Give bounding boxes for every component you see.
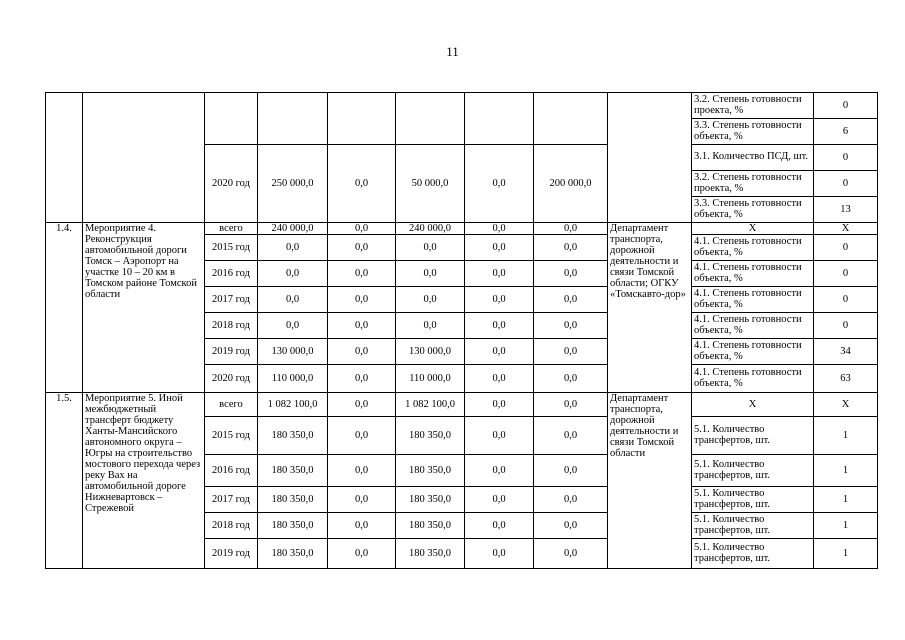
indicator-cell: 3.2. Степень готовности проекта, %	[692, 171, 814, 197]
indicator-cell: 4.1. Степень готовности объекта, %	[692, 235, 814, 261]
year-cell: 2016 год	[205, 455, 258, 487]
year-cell: 2017 год	[205, 487, 258, 513]
value-cell: 0	[814, 313, 878, 339]
executor-cell: Департамент транспорта, дорожной деятельности и связи Томской области	[608, 393, 692, 569]
indicator-cell: 4.1. Степень готовности объекта, %	[692, 287, 814, 313]
table-row: 1.5. Мероприятие 5. Иной межбюджетный трансферт бюджету Ханты-Мансийского автономного округа – Югры на строительство мостового перехода через реку Вах на автомобильной дороге Нижневартовск – Стрежевой всего 1 082 100,0 0,0 1 082 100,0 0,0 0,0 Департамент транспорта, дорожной деятельности и связи Томской области X X	[46, 393, 878, 417]
indicator-cell: 5.1. Количество трансфертов, шт.	[692, 487, 814, 513]
indicator-cell: 3.3. Степень готовности объекта, %	[692, 119, 814, 145]
value-cell: 6	[814, 119, 878, 145]
program-table	[45, 92, 878, 569]
value-cell: 1	[814, 513, 878, 539]
section-number: 1.4.	[46, 223, 83, 393]
table-row: 2016 год 180 350,0 0,0 180 350,0 0,0 0,0 5.1. Количество трансфертов, шт. 1	[46, 455, 878, 487]
total-cell: 180 350,0	[258, 455, 328, 487]
section-title: Мероприятие 4. Реконструкция автомобильной дороги Томск – Аэропорт на участке 10 – 20 км в Томском районе Томской области	[83, 223, 205, 393]
total-cell: 250 000,0	[258, 145, 328, 223]
executor-cell: Департамент транспорта, дорожной деятельности и связи Томской области; ОГКУ «Томскавто-дор»	[608, 223, 692, 393]
year-cell: 2017 год	[205, 287, 258, 313]
total-cell: 130 000,0	[258, 339, 328, 365]
value-cell: 34	[814, 339, 878, 365]
total-cell: 240 000,0	[258, 223, 328, 235]
value-cell: 0	[814, 287, 878, 313]
table-row	[46, 93, 878, 119]
section-number: 1.5.	[46, 393, 83, 569]
total-cell: 180 350,0	[258, 417, 328, 455]
year-cell: 2018 год	[205, 313, 258, 339]
total-cell: 0,0	[258, 287, 328, 313]
value-cell: X	[814, 223, 878, 235]
total-cell: 180 350,0	[258, 513, 328, 539]
total-cell: 0,0	[258, 261, 328, 287]
table-body	[46, 93, 878, 569]
cont-year-cell	[205, 93, 258, 145]
year-cell: 2015 год	[205, 417, 258, 455]
total-cell: 1 082 100,0	[258, 393, 328, 417]
indicator-cell: 5.1. Количество трансфертов, шт.	[692, 455, 814, 487]
indicator-cell: 3.2. Степень готовности проекта, %	[692, 93, 814, 119]
indicator-cell: 3.3. Степень готовности объекта, %	[692, 197, 814, 223]
year-cell: 2019 год	[205, 539, 258, 569]
year-cell: 2016 год	[205, 261, 258, 287]
table-row: 2020 год 110 000,0 0,0 110 000,0 0,0 0,0 4.1. Степень готовности объекта, % 63	[46, 365, 878, 393]
total-cell: 180 350,0	[258, 539, 328, 569]
table-row: 1.4. Мероприятие 4. Реконструкция автомобильной дороги Томск – Аэропорт на участке 10 – 20 км в Томском районе Томской области всего 240 000,0 0,0 240 000,0 0,0 0,0 Департамент транспорта, дорожной деятельности и связи Томской области; ОГКУ «Томскавто-дор» X X	[46, 223, 878, 235]
table-row: 2015 год 180 350,0 0,0 180 350,0 0,0 0,0 5.1. Количество трансфертов, шт. 1	[46, 417, 878, 455]
table-row: 2015 год 0,0 0,0 0,0 0,0 0,0 4.1. Степень готовности объекта, % 0	[46, 235, 878, 261]
value-cell: 1	[814, 455, 878, 487]
indicator-cell: 5.1. Количество трансфертов, шт.	[692, 539, 814, 569]
value-cell: 0	[814, 145, 878, 171]
year-cell: 2015 год	[205, 235, 258, 261]
indicator-cell: 5.1. Количество трансфертов, шт.	[692, 417, 814, 455]
table-row: 2018 год 0,0 0,0 0,0 0,0 0,0 4.1. Степень готовности объекта, % 0	[46, 313, 878, 339]
year-cell: 2018 год	[205, 513, 258, 539]
table-row: 2020 год 250 000,0 0,0 50 000,0 0,0 200 000,0 3.1. Количество ПСД, шт. 0	[46, 145, 878, 171]
value-cell: 1	[814, 539, 878, 569]
value-cell: 1	[814, 417, 878, 455]
table-row: 2016 год 0,0 0,0 0,0 0,0 0,0 4.1. Степень готовности объекта, % 0	[46, 261, 878, 287]
value-cell: 13	[814, 197, 878, 223]
table-row: 2017 год 0,0 0,0 0,0 0,0 0,0 4.1. Степень готовности объекта, % 0	[46, 287, 878, 313]
value-cell: 0	[814, 171, 878, 197]
year-cell: 2020 год	[205, 145, 258, 223]
value-cell: 0	[814, 235, 878, 261]
table-row: 2017 год 180 350,0 0,0 180 350,0 0,0 0,0 5.1. Количество трансфертов, шт. 1	[46, 487, 878, 513]
total-cell: 110 000,0	[258, 365, 328, 393]
indicator-cell: X	[692, 393, 814, 417]
year-cell: всего	[205, 223, 258, 235]
indicator-cell: 4.1. Степень готовности объекта, %	[692, 261, 814, 287]
indicator-cell: X	[692, 223, 814, 235]
cont-number-cell	[46, 93, 83, 223]
total-cell: 180 350,0	[258, 487, 328, 513]
value-cell: 0	[814, 93, 878, 119]
section-title: Мероприятие 5. Иной межбюджетный трансферт бюджету Ханты-Мансийского автономного округа – Югры на строительство мостового перехода через реку Вах на автомобильной дороге Нижневартовск – Стрежевой	[83, 393, 205, 569]
table-row: 2018 год 180 350,0 0,0 180 350,0 0,0 0,0 5.1. Количество трансфертов, шт. 1	[46, 513, 878, 539]
total-cell: 0,0	[258, 313, 328, 339]
total-cell: 0,0	[258, 235, 328, 261]
page-number: 11	[446, 44, 459, 59]
year-cell: всего	[205, 393, 258, 417]
indicator-cell: 4.1. Степень готовности объекта, %	[692, 365, 814, 393]
indicator-cell: 5.1. Количество трансфертов, шт.	[692, 513, 814, 539]
value-cell: 0	[814, 261, 878, 287]
table-row: 2019 год 130 000,0 0,0 130 000,0 0,0 0,0 4.1. Степень готовности объекта, % 34	[46, 339, 878, 365]
value-cell: X	[814, 393, 878, 417]
cont-executor-cell	[608, 93, 692, 223]
table-row: 2019 год 180 350,0 0,0 180 350,0 0,0 0,0 5.1. Количество трансфертов, шт. 1	[46, 539, 878, 569]
cont-title-cell	[83, 93, 205, 223]
indicator-cell: 4.1. Степень готовности объекта, %	[692, 313, 814, 339]
indicator-cell: 4.1. Степень готовности объекта, %	[692, 339, 814, 365]
indicator-cell: 3.1. Количество ПСД, шт.	[692, 145, 814, 171]
value-cell: 1	[814, 487, 878, 513]
year-cell: 2019 год	[205, 339, 258, 365]
year-cell: 2020 год	[205, 365, 258, 393]
value-cell: 63	[814, 365, 878, 393]
